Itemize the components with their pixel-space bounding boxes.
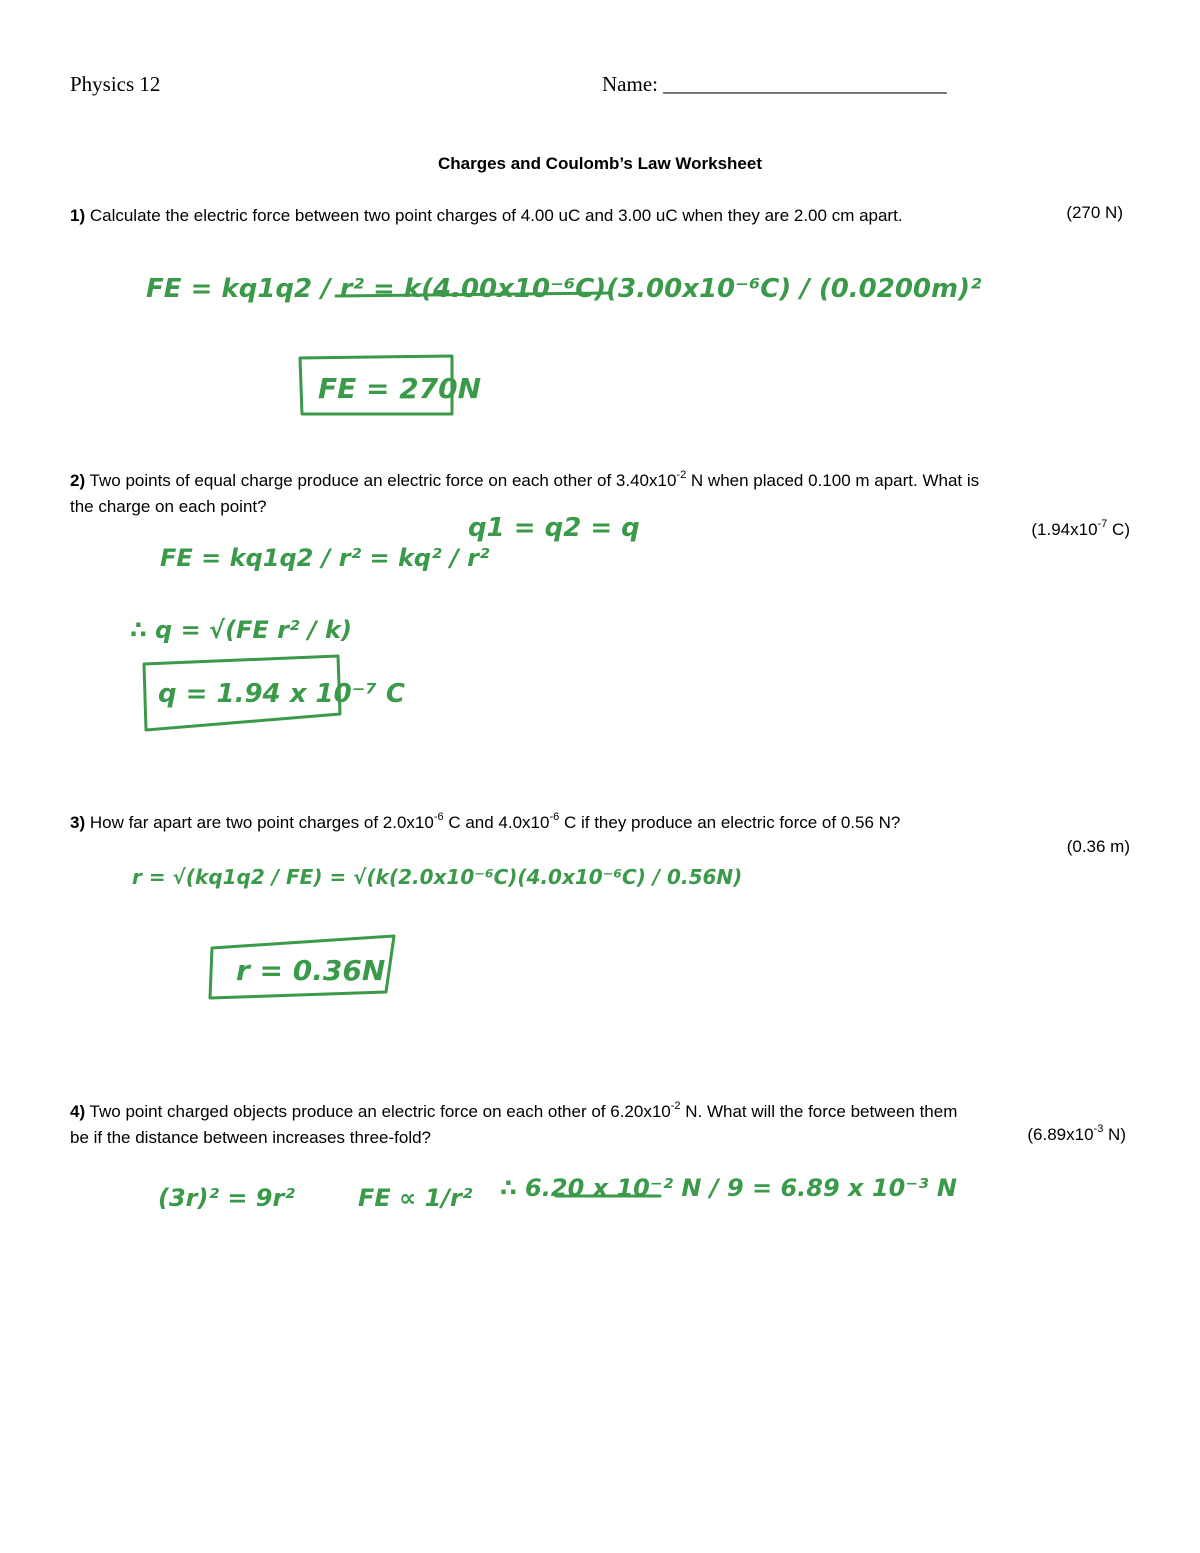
question-4-number: 4) bbox=[70, 1102, 86, 1121]
question-1-text: Calculate the electric force between two point charges of 4.00 uC and 3.00 uC when they are 2.00 cm apart. bbox=[85, 206, 903, 225]
question-3-answer: (0.36 m) bbox=[1066, 837, 1130, 856]
question-3-text-a: How far apart are two point charges of 2.0x10 bbox=[85, 813, 434, 832]
question-4-exponent: -2 bbox=[670, 1100, 681, 1113]
q1-handwritten-work: FE = kq1q2 / r² = k(4.00x10⁻⁶C)(3.00x10⁻⁶C) / (0.0200m)² bbox=[146, 274, 982, 304]
q2-handwritten-line2: ∴ q = √(FE r² / k) bbox=[130, 616, 352, 644]
question-3-text-c: C if they produce an electric force of 0.56 N? bbox=[559, 813, 901, 832]
question-4-line2: be if the distance between increases three-fold? bbox=[70, 1128, 432, 1147]
question-1-number: 1) bbox=[70, 206, 86, 225]
question-4-answer-a: (6.89x10 bbox=[1027, 1125, 1094, 1144]
q4-three-fold: (3r)² = 9r² bbox=[158, 1184, 295, 1212]
worksheet-title: Charges and Coulomb’s Law Worksheet bbox=[437, 154, 762, 173]
question-4-answer-b: N) bbox=[1103, 1125, 1126, 1144]
q2-boxed-answer: q = 1.94 x 10⁻⁷ C bbox=[158, 679, 405, 709]
question-2-line2: the charge on each point? bbox=[70, 497, 267, 516]
question-3-number: 3) bbox=[70, 813, 86, 832]
q2-equal-charges: q1 = q2 = q bbox=[468, 513, 640, 543]
question-3-text-b: C and 4.0x10 bbox=[443, 813, 550, 832]
q1-boxed-answer: FE = 270N bbox=[318, 372, 482, 405]
question-3-exponent-b: -6 bbox=[549, 811, 560, 824]
q4-proportion: FE ∝ 1/r² bbox=[358, 1184, 473, 1212]
name-field-label: Name: ___________________________ bbox=[602, 72, 947, 96]
course-label: Physics 12 bbox=[70, 72, 161, 96]
question-2-number: 2) bbox=[70, 471, 86, 490]
q3-handwritten-work: r = √(kq1q2 / FE) = √(k(2.0x10⁻⁶C)(4.0x10⁻⁶C) / 0.56N) bbox=[132, 865, 743, 889]
question-4-text-b: N. What will the force between them bbox=[680, 1102, 958, 1121]
question-1-answer: (270 N) bbox=[1066, 203, 1123, 222]
question-3-exponent-a: -6 bbox=[433, 811, 444, 824]
question-4-answer-exponent: -3 bbox=[1093, 1123, 1104, 1136]
q2-handwritten-line1: FE = kq1q2 / r² = kq² / r² bbox=[160, 544, 490, 572]
question-2-answer-b: C) bbox=[1107, 520, 1130, 539]
question-2-text-b: N when placed 0.100 m apart. What is bbox=[686, 471, 980, 490]
question-2-answer-a: (1.94x10 bbox=[1031, 520, 1098, 539]
question-2-text-a: Two points of equal charge produce an electric force on each other of 3.40x10 bbox=[85, 471, 677, 490]
question-4-text-a: Two point charged objects produce an electric force on each other of 6.20x10 bbox=[85, 1102, 671, 1121]
question-2-answer-exponent: -7 bbox=[1097, 518, 1108, 531]
question-2-exponent: -2 bbox=[676, 469, 687, 482]
q3-boxed-answer: r = 0.36N bbox=[236, 954, 386, 987]
q4-calculation: ∴ 6.20 x 10⁻² N / 9 = 6.89 x 10⁻³ N bbox=[500, 1174, 957, 1202]
